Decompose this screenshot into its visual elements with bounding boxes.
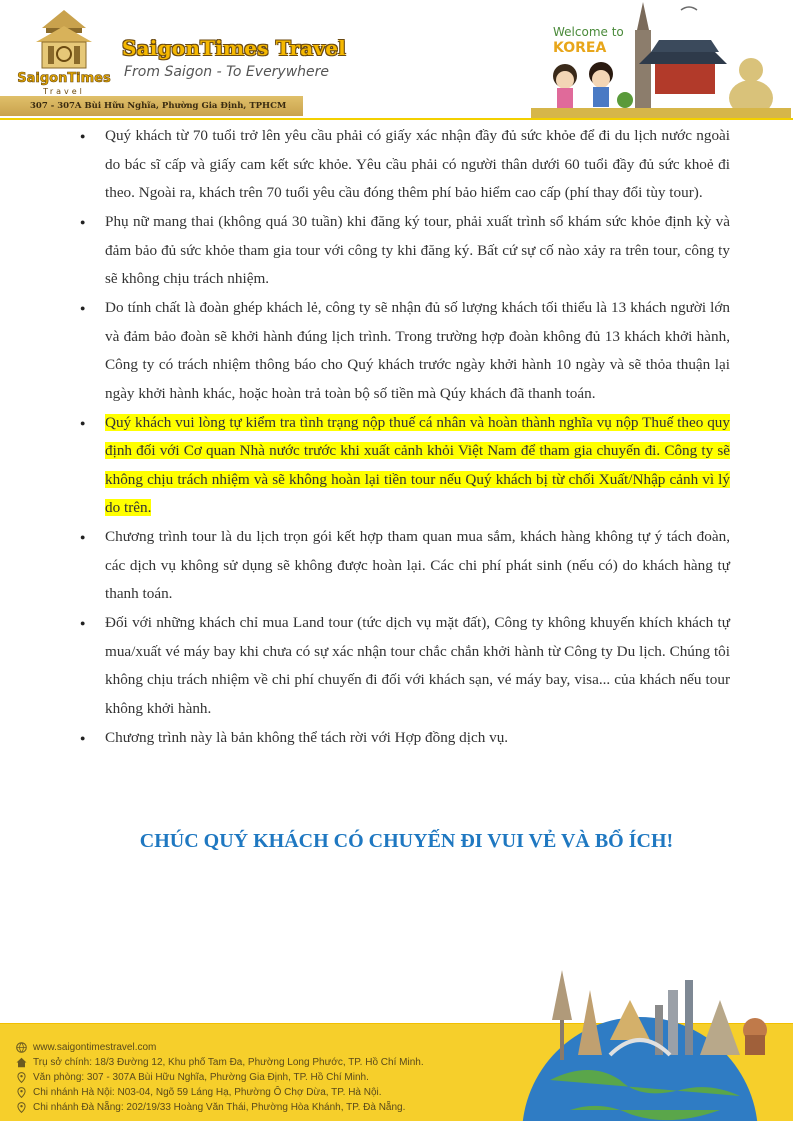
list-item-text: Chương trình tour là du lịch trọn gói kết hợp tham quan mua sắm, khách hàng không tự ý tách đoàn, các dịch vụ không sử dụng sẽ không được hoàn lại. Các chi phí phát sinh (nếu có) do khách hàng tự thanh toán. (105, 528, 730, 602)
tagline: From Saigon - To Everywhere (124, 64, 330, 80)
footer-website[interactable]: www.saigontimestravel.com (33, 1042, 157, 1053)
list-item-text: Chương trình này là bản không thể tách rời với Hợp đồng dịch vụ. (105, 728, 509, 746)
footer-danang-branch: Chi nhánh Đà Nẵng: 202/19/33 Hoàng Văn Thái, Phường Hòa Khánh, TP. Đà Nẵng. (33, 1102, 406, 1113)
world-landmarks-illustration (490, 960, 793, 1121)
list-item (80, 294, 730, 408)
list-item (80, 523, 730, 609)
terms-list (80, 122, 730, 752)
footer-hanoi-branch: Chi nhánh Hà Nội: N03-04, Ngõ 59 Láng Hạ, Phường Ô Chợ Dừa, TP. Hà Nội. (33, 1087, 382, 1098)
list-item-highlighted (80, 409, 730, 523)
footer-danang-line (16, 1100, 424, 1115)
svg-text:KOREA: KOREA (553, 40, 607, 56)
header-address: 307 - 307A Bùi Hữu Nghĩa, Phường Gia Định, TPHCM (30, 101, 287, 111)
svg-text:Welcome to: Welcome to (553, 25, 624, 39)
footer-office: Văn phòng: 307 - 307A Bùi Hữu Nghĩa, Phường Gia Định, TP. Hồ Chí Minh. (33, 1072, 369, 1083)
list-item (80, 208, 730, 294)
highlighted-text: Quý khách vui lòng tự kiểm tra tình trạng nộp thuế cá nhân và hoàn thành nghĩa vụ nộp Thuế theo quy định đối với Cơ quan Nhà nước trước khi xuất cảnh khỏi Việt Nam để tham gia chuyến đi. Công ty sẽ không chịu trách nhiệm và sẽ không hoàn lại tiền tour nếu Quý khách bị từ chối Xuất/Nhập cảnh vì lý do trên. (105, 413, 730, 516)
saigontimes-logo (12, 8, 116, 98)
footer-head-office-line (16, 1055, 424, 1070)
welcome-korea-illustration (531, 0, 791, 118)
svg-text:Travel: Travel (43, 87, 85, 96)
list-item (80, 724, 730, 753)
footer-office-line (16, 1070, 424, 1085)
list-item (80, 122, 730, 208)
page-header (0, 0, 793, 120)
list-item-text: Đối với những khách chỉ mua Land tour (tức dịch vụ mặt đất), Công ty không khuyến khích khách tự mua/xuất vé máy bay khi chưa có sự xác nhận tour chắc chắn khởi hành từ Công ty Du lịch. Chúng tôi không chịu trách nhiệm về chi phí chuyến đi đối với khách sạn, vé máy bay, visa... của khách nếu tour không khởi hành. (105, 614, 730, 717)
location-pin-icon (16, 1072, 27, 1083)
brand-name: SaigonTimes Travel (122, 36, 346, 60)
footer-head-office: Trụ sở chính: 18/3 Đường 12, Khu phố Tam Đa, Phường Long Phước, TP. Hồ Chí Minh. (33, 1057, 424, 1068)
location-pin-icon (16, 1102, 27, 1113)
svg-text:SaigonTimes: SaigonTimes (17, 71, 111, 86)
closing-message: CHÚC QUÝ KHÁCH CÓ CHUYẾN ĐI VUI VẺ VÀ BỔ ÍCH! (139, 830, 674, 852)
list-item-text: Quý khách từ 70 tuổi trở lên yêu cầu phải có giấy xác nhận đầy đủ sức khỏe để đi du lịch nước ngoài do bác sĩ cấp và giấy cam kết sức khỏe. Yêu cầu phải có người thân dưới 60 tuổi đầy đủ sức khoẻ đi theo. Ngoài ra, khách trên 70 tuổi yêu cầu đóng thêm phí bảo hiểm cao cấp (phí thay đổi tùy tour). (105, 127, 730, 201)
footer-hanoi-line (16, 1085, 424, 1100)
footer-contact (16, 1040, 424, 1115)
home-icon (16, 1057, 27, 1068)
list-item (80, 609, 730, 723)
header-divider (0, 118, 793, 120)
terms-content (80, 122, 730, 753)
footer-website-line (16, 1040, 424, 1055)
list-item-text: Phụ nữ mang thai (không quá 30 tuần) khi đăng ký tour, phải xuất trình sổ khám sức khỏe định kỳ và đảm bảo đủ sức khỏe tham gia tour với công ty khi đăng ký. Bất cứ sự cố nào xảy ra trên tour, công ty sẽ không chịu trách nhiệm. (105, 213, 730, 287)
globe-icon (16, 1042, 27, 1053)
location-pin-icon (16, 1087, 27, 1098)
list-item-text: Do tính chất là đoàn ghép khách lẻ, công ty sẽ nhận đủ số lượng khách tối thiểu là 13 khách người lớn và đảm bảo đoàn sẽ khởi hành đúng lịch trình. Trong trường hợp đoàn không đủ 13 khách khởi hành, Công ty có trách nhiệm thông báo cho Quý khách trước ngày khởi hành 10 ngày và sẽ thỏa thuận lại ngày khởi hành khác, hoặc hoàn trả toàn bộ số tiền mà Qúy khách đã thanh toán. (105, 299, 730, 402)
